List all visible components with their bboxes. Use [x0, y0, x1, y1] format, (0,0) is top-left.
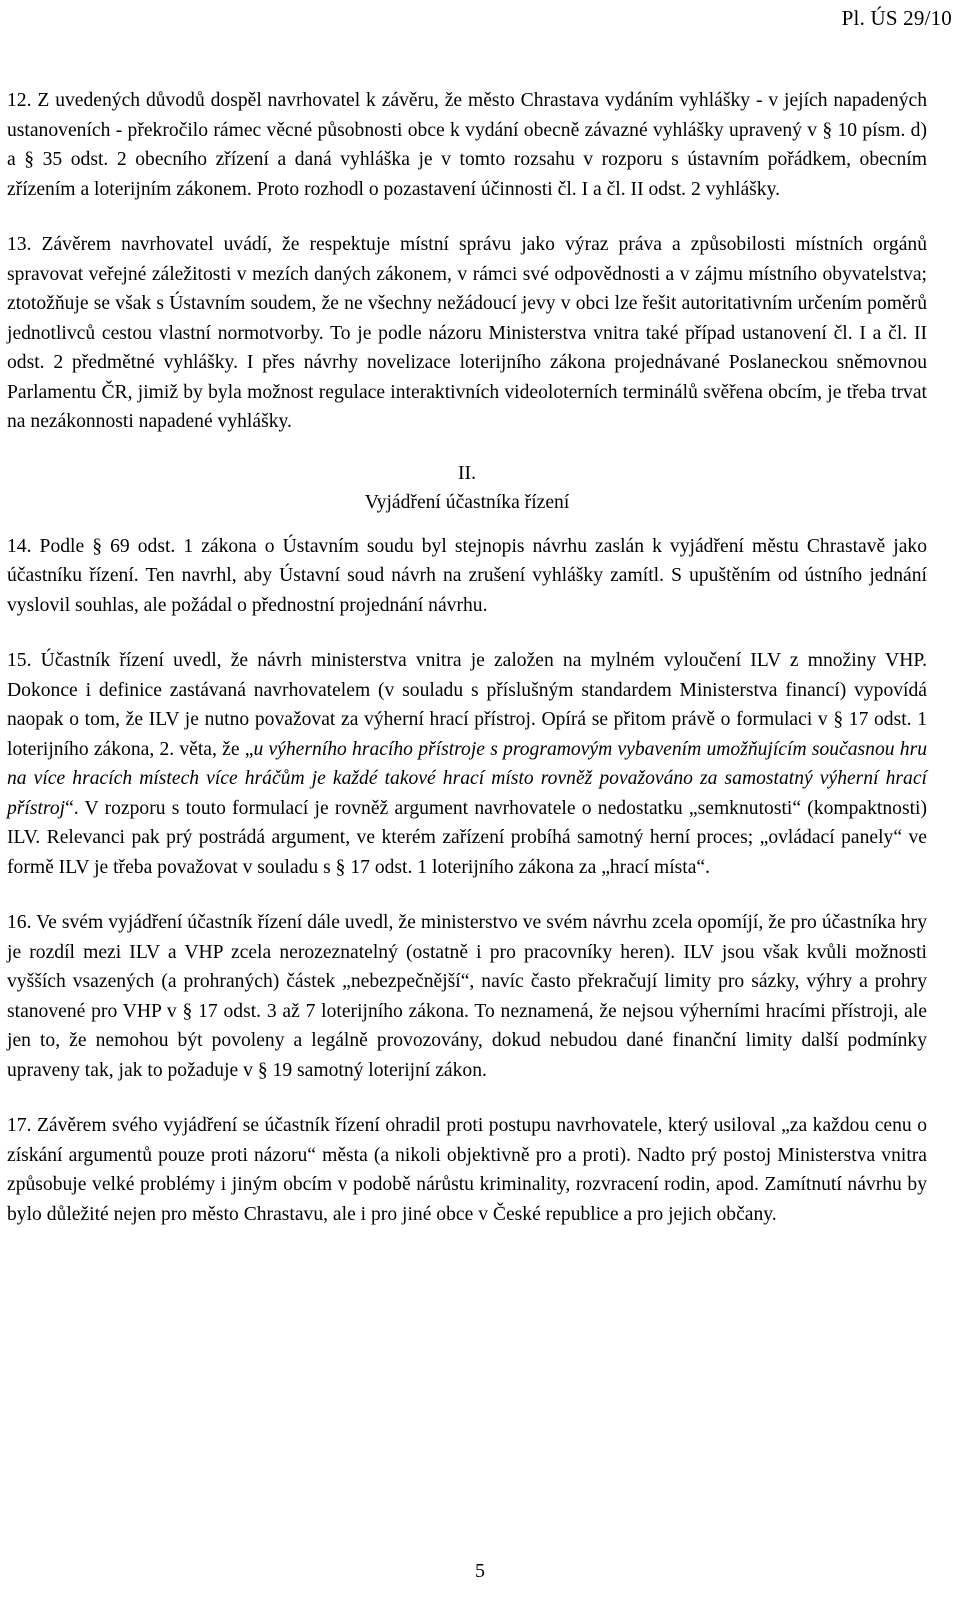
paragraph-17: 17. Závěrem svého vyjádření se účastník řízení ohradil proti postupu navrhovatele, který usiloval „za každou cenu o získání argumentů pouze proti názoru“ města (a nikoli objektivně pro a proti). Nadto prý postoj Ministerstva vnitra způsobuje velké problémy i jiným obcím v podobě nárůstu kriminality, rozvracení rodin, apod. Zamítnutí návrhu by bylo důležité nejen pro město Chrastavu, ale i pro jiné obce v České republice a pro jejich občany. [7, 1115, 927, 1225]
paragraph-16: 16. Ve svém vyjádření účastník řízení dále uvedl, že ministerstvo ve svém návrhu zcela opomíjí, že pro účastníka hry je rozdíl mezi ILV a VHP zcela nerozeznatelný (ostatně i pro pracovníky heren). ILV jsou však kvůli možnosti vyšších vsazených (a prohraných) částek „nebezpečnější“, navíc často překračují limity pro sázky, výhry a prohry stanovené pro VHP v § 17 odst. 3 až 7 loterijního zákona. To neznamená, že nejsou výherními hracími přístroji, ale jen to, že nemohou být povoleny a legálně provozovány, dokud nebudou dané finanční limity další podmínky upraveny tak, jak to požaduje v § 19 samotný loterijní zákon. [7, 912, 927, 1081]
paragraph-12: 12. Z uvedených důvodů dospěl navrhovatel k závěru, že město Chrastava vydáním vyhlášky - v jejích napadených ustanoveních - překročilo rámec věcné působnosti obce k vydání obecně závazné vyhlášky upravený v § 10 písm. d) a § 35 odst. 2 obecního zřízení a daná vyhláška je v tomto rozsahu v rozporu s ústavním pořádkem, obecním zřízením a loterijním zákonem. Proto rozhodl o pozastavení účinnosti čl. I a čl. II odst. 2 vyhlášky. [7, 90, 927, 200]
section-heading [7, 459, 927, 518]
case-reference: Pl. ÚS 29/10 [841, 6, 952, 30]
paragraph-15-intro: 15. Účastník řízení uvedl, že návrh ministerstva vnitra je založen na mylném vyloučení ILV z množiny VHP. Dokonce i definice zastávaná navrhovatelem (v souladu s příslušným standardem Ministerstva financí) vypovídá naopak o tom, že ILV je nutno považovat za výherní hrací přístroj. Opírá se přitom právě o formulaci v § 17 odst. 1 loterijního zákona, 2. věta, že „ [7, 650, 927, 760]
paragraph-13: 13. Závěrem navrhovatel uvádí, že respektuje místní správu jako výraz práva a způsobilosti místních orgánů spravovat veřejné záležitosti v mezích daných zákonem, v rámci své odpovědnosti a v zájmu místního obyvatelstva; ztotožňuje se však s Ústavním soudem, že ne všechny nežádoucí jevy v obci lze řešit autoritativním určením poměrů jednotlivců cestou vlastní normotvorby. To je podle názoru Ministerstva vnitra také případ ustanovení čl. I a čl. II odst. 2 předmětné vyhlášky. I přes návrhy novelizace loterijního zákona projednávané Poslaneckou sněmovnou Parlamentu ČR, jimiž by byla možnost regulace interaktivních videoloterních terminálů svěřena obcím, je třeba trvat na nezákonnosti napadené vyhlášky. [7, 234, 927, 432]
paragraph-15 [7, 646, 927, 882]
section-number: II. [458, 462, 476, 484]
page-number: 5 [475, 1560, 485, 1582]
paragraph-14: 14. Podle § 69 odst. 1 zákona o Ústavním soudu byl stejnopis návrhu zaslán k vyjádření městu Chrastavě jako účastníku řízení. Ten navrhl, aby Ústavní soud návrh na zrušení vyhlášky zamítl. S upuštěním od ústního jednání vyslovil souhlas, ale požádal o přednostní projednání návrhu. [7, 535, 927, 616]
document-body [7, 86, 927, 1255]
section-title: Vyjádření účastníka řízení [364, 492, 570, 513]
paragraph-15-quote: u výherního hracího přístroje s programovým vybavením umožňujícím současnou hru na více hracích místech více hráčům je každé takové hrací místo rovněž považováno za samostatný výherní hrací přístroj [7, 738, 927, 819]
paragraph-15-rest: “. V rozporu s touto formulací je rovněž argument navrhovatele o nedostatku „semknutosti“ (kompaktnosti) ILV. Relevanci pak prý postrádá argument, ve kterém zařízení probíhá samotný herní proces; „ovládací panely“ ve formě ILV je třeba považovat v souladu s § 17 odst. 1 loterijního zákona za „hrací místa“. [7, 797, 927, 878]
